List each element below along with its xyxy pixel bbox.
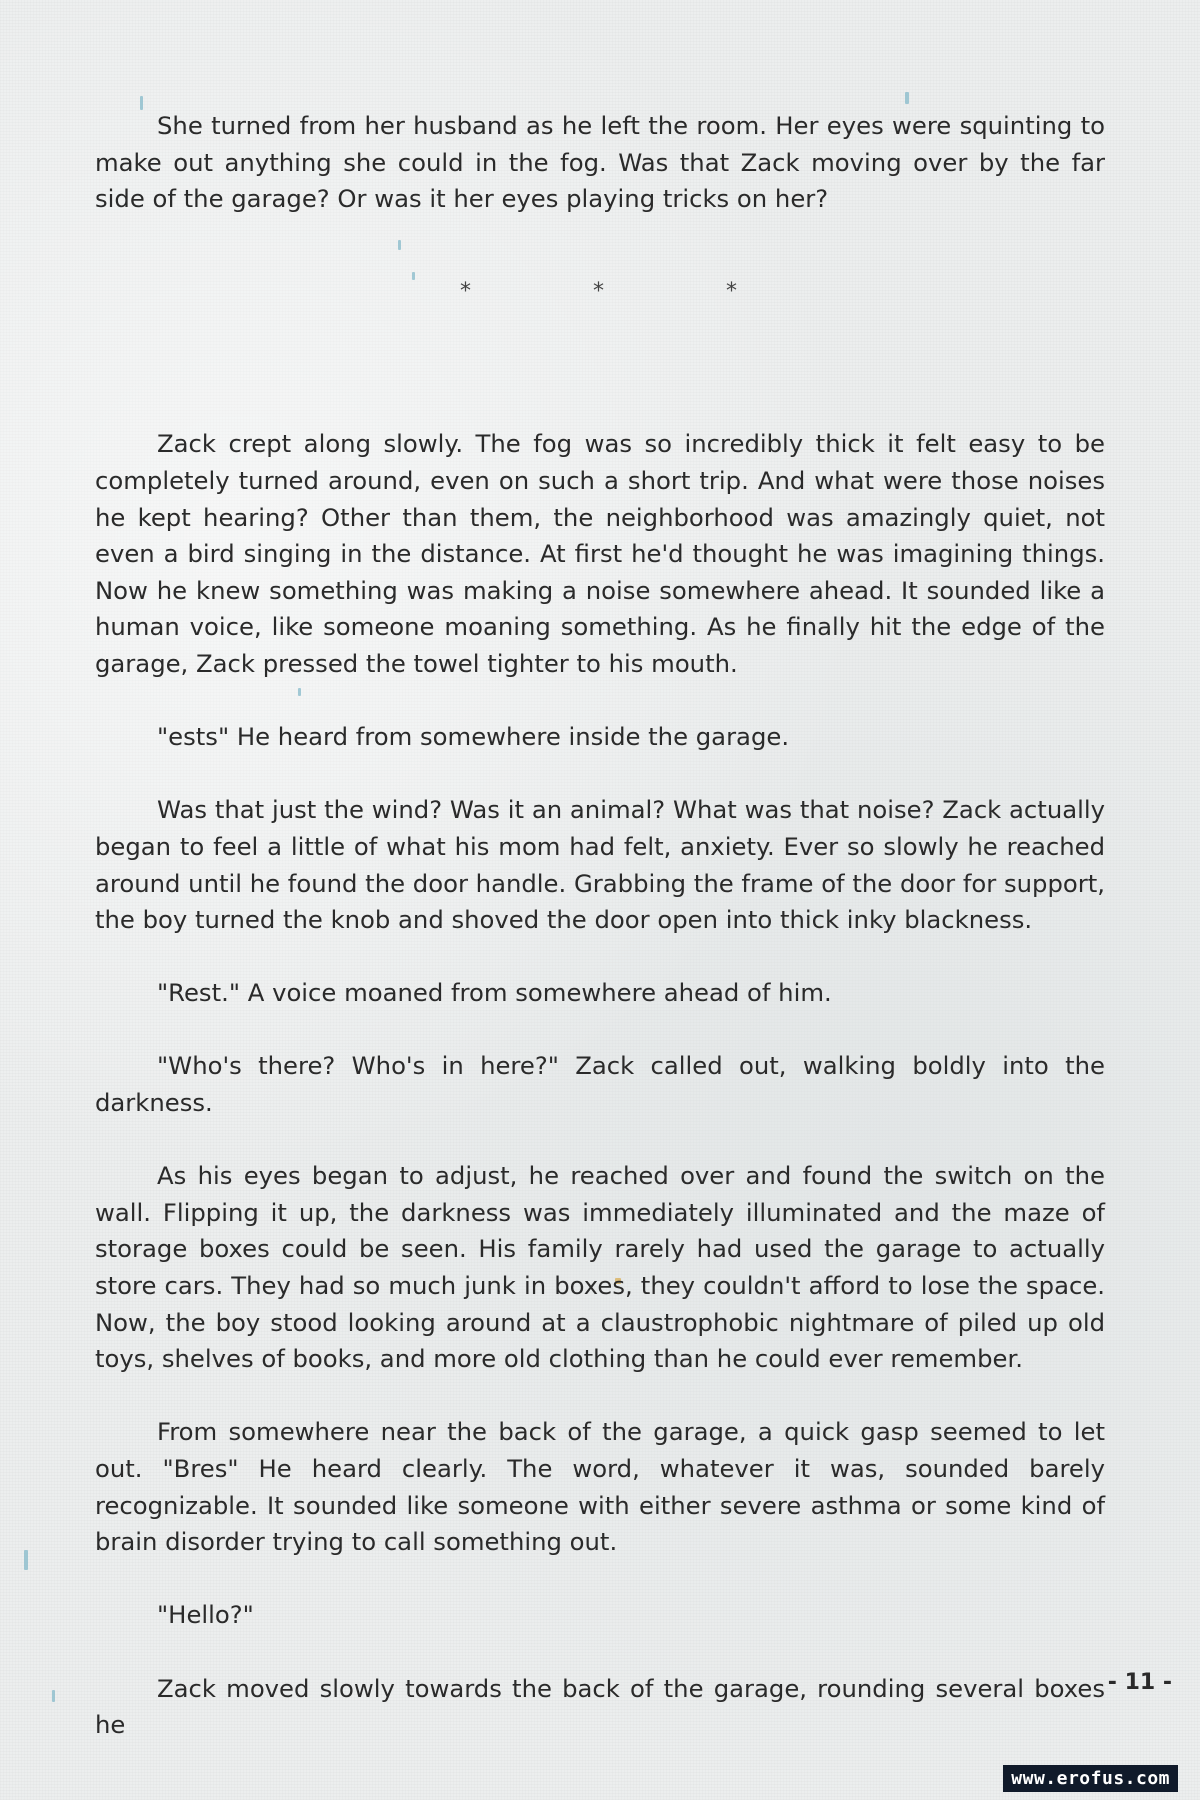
paragraph: She turned from her husband as he left the room. Her eyes were squinting to make out anything she could in the fog. Was that Zack moving over by the far side of the garage? Or was it her eyes playing tricks on her?	[95, 111, 1105, 214]
paper-speck	[24, 1550, 28, 1570]
paper-speck	[905, 92, 909, 104]
scene-break	[95, 254, 1105, 326]
paragraph: Was that just the wind? Was it an animal? What was that noise? Zack actually began to feel a little of what his mom had felt, anxiety. Ever so slowly he reached around until he found the door handle. Grabbing the frame of the door for support, the boy turned the knob and shoved the door open into thick inky blackness.	[95, 795, 1105, 935]
paragraph: From somewhere near the back of the garage, a quick gasp seemed to let out. "Bres" He heard clearly. The word, whatever it was, sounded barely recognizable. It sounded like someone with either severe asthma or some kind of brain disorder trying to call something out.	[95, 1417, 1105, 1557]
paragraph: "Hello?"	[157, 1600, 254, 1630]
paragraph: "ests" He heard from somewhere inside the garage.	[157, 722, 790, 752]
page-text	[95, 108, 1105, 1780]
paragraph: "Who's there? Who's in here?" Zack called out, walking boldly into the darkness.	[95, 1051, 1105, 1118]
paragraph: Zack moved slowly towards the back of the garage, rounding several boxes he	[95, 1673, 1105, 1740]
paper-speck	[52, 1690, 55, 1702]
scene-break-asterisk: *	[726, 279, 737, 305]
scene-break-asterisk: *	[460, 279, 471, 305]
watermark: www.erofus.com	[1003, 1765, 1178, 1792]
page-number: - 11 -	[1107, 1670, 1172, 1695]
paragraph: Zack crept along slowly. The fog was so incredibly thick it felt easy to be completely turned around, even on such a short trip. And what were those noises he kept hearing? Other than them, the neighborhood was amazingly quiet, not even a bird singing in the distance. At first he'd thought he was imagining things. Now he knew something was making a noise somewhere ahead. It sounded like a human voice, like someone moaning something. As he finally hit the edge of the garage, Zack pressed the towel tighter to his mouth.	[95, 429, 1105, 678]
scene-break-asterisk: *	[593, 279, 604, 305]
paragraph: As his eyes began to adjust, he reached over and found the switch on the wall. Flipping it up, the darkness was immediately illuminated and the maze of storage boxes could be seen. His family rarely had used the garage to actually store cars. They had so much junk in boxes, they couldn't afford to lose the space. Now, the boy stood looking around at a claustrophobic nightmare of piled up old toys, shelves of books, and more old clothing than he could ever remember.	[95, 1161, 1105, 1374]
paragraph: "Rest." A voice moaned from somewhere ahead of him.	[157, 978, 832, 1008]
